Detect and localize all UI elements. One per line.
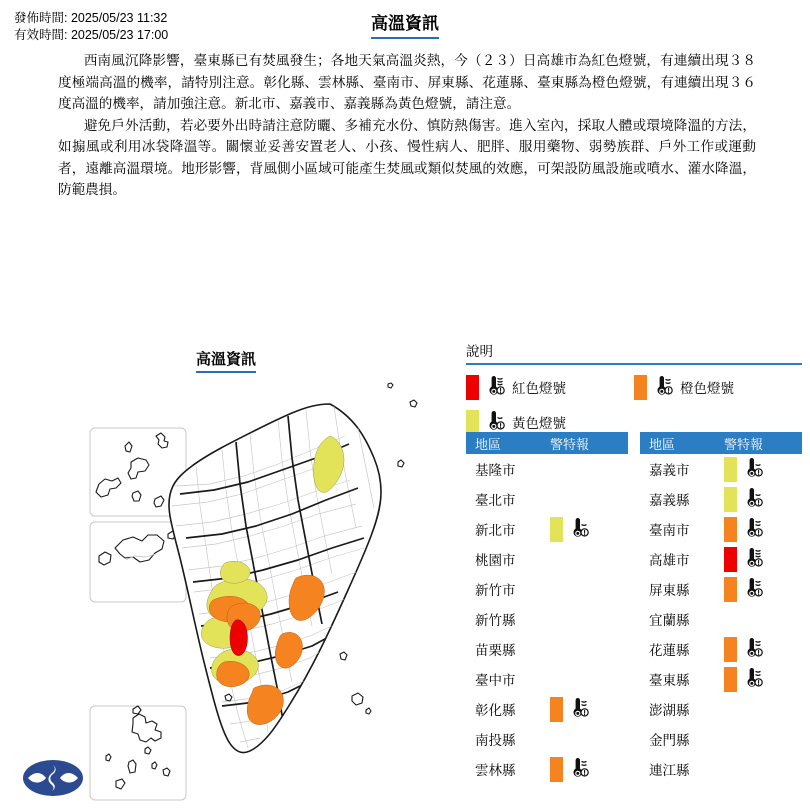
advisory-body — [58, 50, 756, 201]
table-row[interactable] — [640, 634, 802, 664]
warning-cell — [724, 694, 802, 724]
table-body-right — [640, 454, 802, 784]
region-name: 澎湖縣 — [649, 703, 690, 718]
warning-cell — [550, 724, 628, 754]
column-header-region: 地區 — [649, 436, 676, 452]
inset-box-kinmen — [90, 522, 186, 602]
table-row[interactable] — [640, 454, 802, 484]
table-row[interactable] — [466, 664, 628, 694]
warning-cell — [724, 754, 802, 784]
warning-cell — [550, 454, 628, 484]
warning-cell — [550, 574, 628, 604]
warning-cell — [724, 574, 802, 604]
thermometer-icon — [740, 667, 764, 691]
legend-swatch-red — [466, 375, 479, 400]
thermometer-icon — [740, 517, 764, 541]
warning-cell — [724, 454, 802, 484]
thermometer-icon — [482, 375, 506, 399]
legend-label-red: 紅色燈號 — [512, 381, 566, 396]
table-row[interactable] — [466, 514, 628, 544]
valid-time: 有效時間: 2025/05/23 17:00 — [14, 28, 169, 42]
legend-title: 說明 — [466, 340, 802, 365]
taiwan-map[interactable] — [0, 366, 452, 810]
region-name: 基隆市 — [475, 463, 516, 478]
region-name: 新竹市 — [475, 583, 516, 598]
region-name: 花蓮縣 — [649, 643, 690, 658]
table-row[interactable] — [640, 694, 802, 724]
legend-item-orange — [634, 375, 802, 400]
warning-cell — [724, 544, 802, 574]
page-title-text: 高溫資訊 — [371, 9, 439, 39]
warning-cell — [724, 664, 802, 694]
table-row[interactable] — [640, 604, 802, 634]
zone-kaohsiung-red — [230, 620, 248, 656]
map-title-text: 高溫資訊 — [196, 348, 256, 373]
issue-time: 發佈時間: 2025/05/23 11:32 — [14, 11, 168, 25]
thermometer-icon — [566, 517, 590, 541]
column-header-region: 地區 — [475, 436, 502, 452]
table-row[interactable] — [640, 544, 802, 574]
warning-swatch-orange — [724, 667, 737, 692]
warning-swatch-orange — [550, 697, 563, 722]
table-row[interactable] — [466, 694, 628, 724]
region-name: 嘉義市 — [649, 463, 690, 478]
column-header-warning: 警特報 — [724, 436, 764, 452]
table-row[interactable] — [640, 484, 802, 514]
table-row[interactable] — [640, 574, 802, 604]
warning-swatch-orange — [724, 577, 737, 602]
thermometer-icon — [740, 547, 764, 571]
warning-cell — [724, 484, 802, 514]
thermometer-icon — [740, 637, 764, 661]
legend-row — [466, 374, 802, 400]
warning-swatch-yellow — [550, 517, 563, 542]
region-name: 臺南市 — [649, 523, 690, 538]
table-row[interactable] — [640, 724, 802, 754]
table-row[interactable] — [466, 634, 628, 664]
table-row[interactable] — [466, 454, 628, 484]
region-table-left — [466, 432, 628, 784]
map-panel — [0, 330, 452, 810]
legend — [466, 340, 802, 435]
table-row[interactable] — [466, 754, 628, 784]
warning-swatch-red — [724, 547, 737, 572]
inset-box-matsu — [90, 706, 186, 800]
warning-cell — [550, 694, 628, 724]
region-name: 苗栗縣 — [475, 643, 516, 658]
warning-cell — [724, 604, 802, 634]
table-row[interactable] — [466, 484, 628, 514]
warning-cell — [724, 514, 802, 544]
table-body-left — [466, 454, 628, 784]
warning-cell — [724, 634, 802, 664]
legend-label-orange: 橙色燈號 — [680, 381, 734, 396]
warning-swatch-yellow — [724, 457, 737, 482]
legend-swatch-orange — [634, 375, 647, 400]
warning-swatch-orange — [550, 757, 563, 782]
warning-cell — [550, 484, 628, 514]
advisory-paragraph-2: 避免戶外活動，若必要外出時請注意防曬、多補充水份、慎防熱傷害。進入室內，採取人體或環境降溫的方法，如搧風或利用冰袋降溫等。關懷並妥善安置老人、小孩、慢性病人、肥胖、服用藥物、弱勢族群、戶外工作或運動者，遠離高溫環境。地形影響，背風側小區域可能產生焚風或類似焚風的效應，可架設防風設施或噴水、灌水降溫，防範農損。 — [58, 117, 756, 197]
thermometer-icon — [740, 487, 764, 511]
table-header-row — [466, 432, 628, 454]
region-name: 宜蘭縣 — [649, 613, 690, 628]
region-name: 彰化縣 — [475, 703, 516, 718]
warning-cell — [550, 754, 628, 784]
region-name: 金門縣 — [649, 733, 690, 748]
region-name: 新北市 — [475, 523, 516, 538]
region-warning-tables — [466, 432, 802, 784]
table-row[interactable] — [640, 664, 802, 694]
region-name: 臺東縣 — [649, 673, 690, 688]
region-name: 臺北市 — [475, 493, 516, 508]
warning-swatch-orange — [724, 637, 737, 662]
legend-label-yellow: 黃色燈號 — [512, 416, 566, 431]
table-row[interactable] — [466, 574, 628, 604]
warning-swatch-yellow — [724, 487, 737, 512]
warning-swatch-orange — [724, 517, 737, 542]
region-name: 南投縣 — [475, 733, 516, 748]
region-name: 新竹縣 — [475, 613, 516, 628]
thermometer-icon — [566, 697, 590, 721]
table-row[interactable] — [466, 544, 628, 574]
table-row[interactable] — [466, 724, 628, 754]
warning-cell — [550, 634, 628, 664]
warning-cell — [550, 664, 628, 694]
table-row[interactable] — [640, 754, 802, 784]
thermometer-icon — [740, 577, 764, 601]
region-name: 高雄市 — [649, 553, 690, 568]
warning-cell — [724, 724, 802, 754]
thermometer-icon — [566, 757, 590, 781]
warning-cell — [550, 544, 628, 574]
page-title — [0, 9, 810, 39]
region-name: 臺中市 — [475, 673, 516, 688]
region-name: 屏東縣 — [649, 583, 690, 598]
warning-cell — [550, 604, 628, 634]
column-header-warning: 警特報 — [550, 436, 590, 452]
legend-item-red — [466, 375, 634, 400]
region-name: 桃園市 — [475, 553, 516, 568]
warning-cell — [550, 514, 628, 544]
cwa-logo — [22, 757, 84, 799]
thermometer-icon — [740, 457, 764, 481]
table-header-row — [640, 432, 802, 454]
region-table-right — [640, 432, 802, 784]
legend-item-yellow — [466, 410, 634, 435]
region-name: 嘉義縣 — [649, 493, 690, 508]
table-row[interactable] — [640, 514, 802, 544]
thermometer-icon — [482, 410, 506, 434]
thermometer-icon — [650, 375, 674, 399]
advisory-paragraph-1: 西南風沉降影響，臺東縣已有焚風發生；各地天氣高溫炎熱，今（２３）日高雄市為紅色燈號，有連續出現３８度極端高溫的機率，請特別注意。彰化縣、雲林縣、臺南市、屏東縣、花蓮縣、臺東縣為橙色燈號，有連續出現３６度高溫的機率，請加強注意。新北市、嘉義市、嘉義縣為黃色燈號，請注意。 — [58, 53, 756, 111]
legend-swatch-yellow — [466, 410, 479, 435]
zone-yunlin-lobe-yellow — [220, 561, 250, 583]
table-row[interactable] — [466, 604, 628, 634]
region-name: 雲林縣 — [475, 763, 516, 778]
region-name: 連江縣 — [649, 763, 690, 778]
